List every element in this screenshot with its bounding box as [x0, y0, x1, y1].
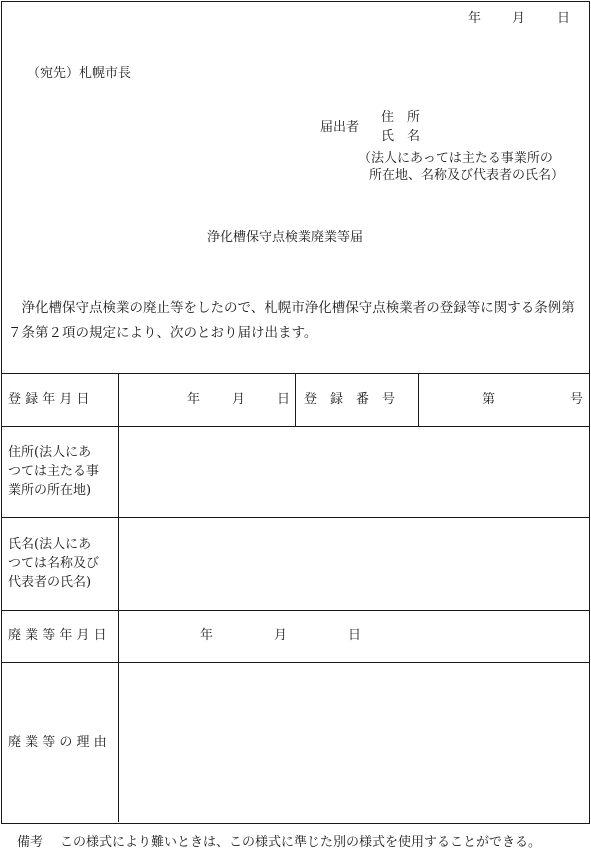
corporate-note-line1: （法人にあっては主たる事業所の [358, 151, 553, 166]
address-label-line1: 住所(法人にあ [8, 445, 92, 460]
row-rule-3 [1, 610, 589, 611]
remarks-text: この様式により難いときは、この様式に準じた別の様式を使用することができる。 [60, 835, 542, 850]
notifier-address-label: 住 所 [381, 110, 421, 125]
reason-label: 廃 業 等 の 理 由 [8, 735, 107, 750]
name-label-line2: つては名称及び [8, 556, 100, 571]
notifier-label: 届出者 [320, 120, 360, 135]
label-column-rule [118, 373, 119, 822]
closure-date-label: 廃 業 等 年 月 日 [8, 628, 107, 643]
addressee: （宛先）札幌市長 [27, 66, 132, 81]
body-text: 浄化槽保守点検業の廃止等をしたので、札幌市浄化槽保守点検業者の登録等に関する条例第７条第２項の規定により、次のとおり届け出ます。 [8, 300, 575, 341]
address-label-line3: 業所の所在地) [8, 483, 92, 498]
reg-date-day: 日 [277, 392, 291, 407]
closure-date-year: 年 [200, 628, 214, 643]
header-date-month: 月 [512, 11, 526, 26]
name-label-line1: 氏名(法人にあ [8, 537, 92, 552]
closure-date-day: 日 [348, 628, 362, 643]
reg-date-year: 年 [187, 392, 201, 407]
row-rule-2 [1, 517, 589, 518]
address-label-line2: つては主たる事 [8, 464, 100, 479]
reg-number-suffix: 号 [570, 392, 584, 407]
reg-number-label: 登 録 番 号 [304, 392, 396, 407]
corporate-note-line2: 所在地、名称及び代表者の氏名） [369, 168, 565, 183]
closure-date-month: 月 [274, 628, 288, 643]
document-title: 浄化槽保守点検業廃業等届 [207, 230, 364, 245]
row-rule-4 [1, 662, 589, 663]
reg-date-label: 登 録 年 月 日 [8, 392, 90, 407]
name-label-line3: 代表者の氏名) [8, 575, 92, 590]
header-date-day: 日 [557, 11, 571, 26]
reg-number-label-left-rule [295, 373, 296, 426]
reg-number-prefix: 第 [482, 392, 496, 407]
row-rule-1 [1, 426, 589, 427]
notifier-name-label: 氏 名 [381, 129, 421, 144]
reg-number-label-right-rule [418, 373, 419, 426]
header-date-year: 年 [468, 11, 482, 26]
reg-date-month: 月 [232, 392, 246, 407]
remarks-label: 備考 [17, 835, 44, 850]
